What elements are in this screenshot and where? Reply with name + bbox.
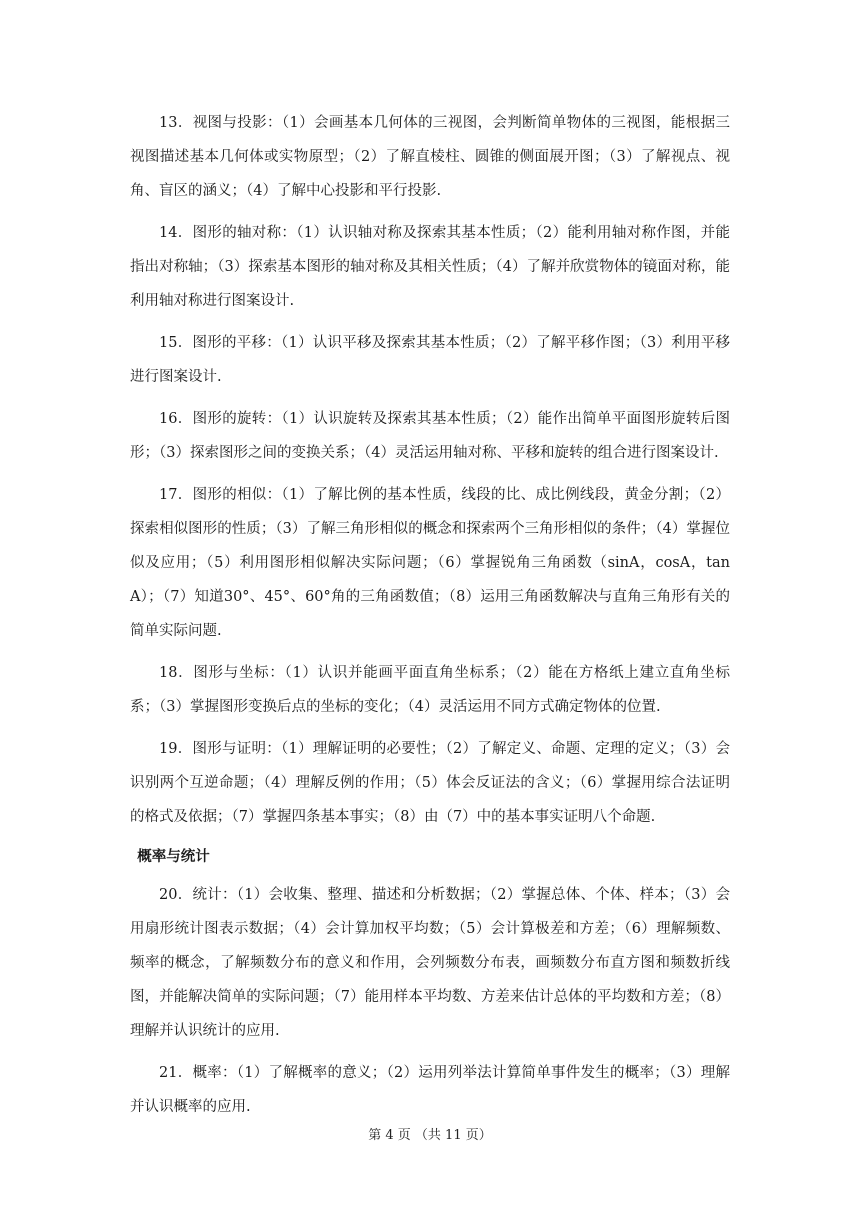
page-footer: 第 4 页 （共 11 页） [368,1128,492,1143]
paragraph-item-21: 21．概率：（1）了解概率的意义；（2）运用列举法计算简单事件发生的概率；（3）理解并认识概率的应用. [130,1065,730,1115]
paragraph-item-16: 16．图形的旋转：（1）认识旋转及探索其基本性质；（2）能作出简单平面图形旋转后图形；（3）探索图形之间的变换关系；（4）灵活运用轴对称、平移和旋转的组合进行图案设计. [130,411,730,461]
paragraph-item-13: 13．视图与投影：（1）会画基本几何体的三视图，会判断简单物体的三视图，能根据三视图描述基本几何体或实物原型；（2）了解直棱柱、圆锥的侧面展开图；（3）了解视点、视角、盲区的涵义；（4）了解中心投影和平行投影. [130,115,730,199]
paragraph-item-15: 15．图形的平移：（1）认识平移及探索其基本性质；（2）了解平移作图；（3）利用平移进行图案设计. [130,335,730,385]
paragraph-item-19: 19．图形与证明：（1）理解证明的必要性；（2）了解定义、命题、定理的定义；（3）会识别两个互逆命题；（4）理解反例的作用；（5）体会反证法的含义；（6）掌握用综合法证明的格式及依据；（7）掌握四条基本事实；（8）由（7）中的基本事实证明八个命题. [130,741,730,825]
paragraph-item-17: 17．图形的相似：（1）了解比例的基本性质，线段的比、成比例线段，黄金分割；（2）探索相似图形的性质；（3）了解三角形相似的概念和探索两个三角形相似的条件；（4）掌握位似及应用；（5）利用图形相似解决实际问题；（6）掌握锐角三角函数（sinA，cosA，tanA）；（7）知道30°、45°、60°角的三角函数值；（8）运用三角函数解决与直角三角形有关的简单实际问题. [130,487,730,639]
paragraph-item-14: 14．图形的轴对称：（1）认识轴对称及探索其基本性质；（2）能利用轴对称作图，并能指出对称轴；（3）探索基本图形的轴对称及其相关性质；（4）了解并欣赏物体的镜面对称，能利用轴对称进行图案设计. [130,225,730,309]
page-body [130,106,730,1132]
paragraph-item-20: 20．统计：（1）会收集、整理、描述和分析数据；（2）掌握总体、个体、样本；（3）会用扇形统计图表示数据；（4）会计算加权平均数；（5）会计算极差和方差；（6）理解频数、频率的概念，了解频数分布的意义和作用，会列频数分布表，画频数分布直方图和频数折线图，并能解决简单的实际问题；（7）能用样本平均数、方差来估计总体的平均数和方差；（8）理解并认识统计的应用. [130,887,730,1039]
paragraph-item-18: 18．图形与坐标：（1）认识并能画平面直角坐标系；（2）能在方格纸上建立直角坐标系；（3）掌握图形变换后点的坐标的变化；（4）灵活运用不同方式确定物体的位置. [130,665,730,715]
section-heading-probability-statistics: 概率与统计 [137,849,210,865]
